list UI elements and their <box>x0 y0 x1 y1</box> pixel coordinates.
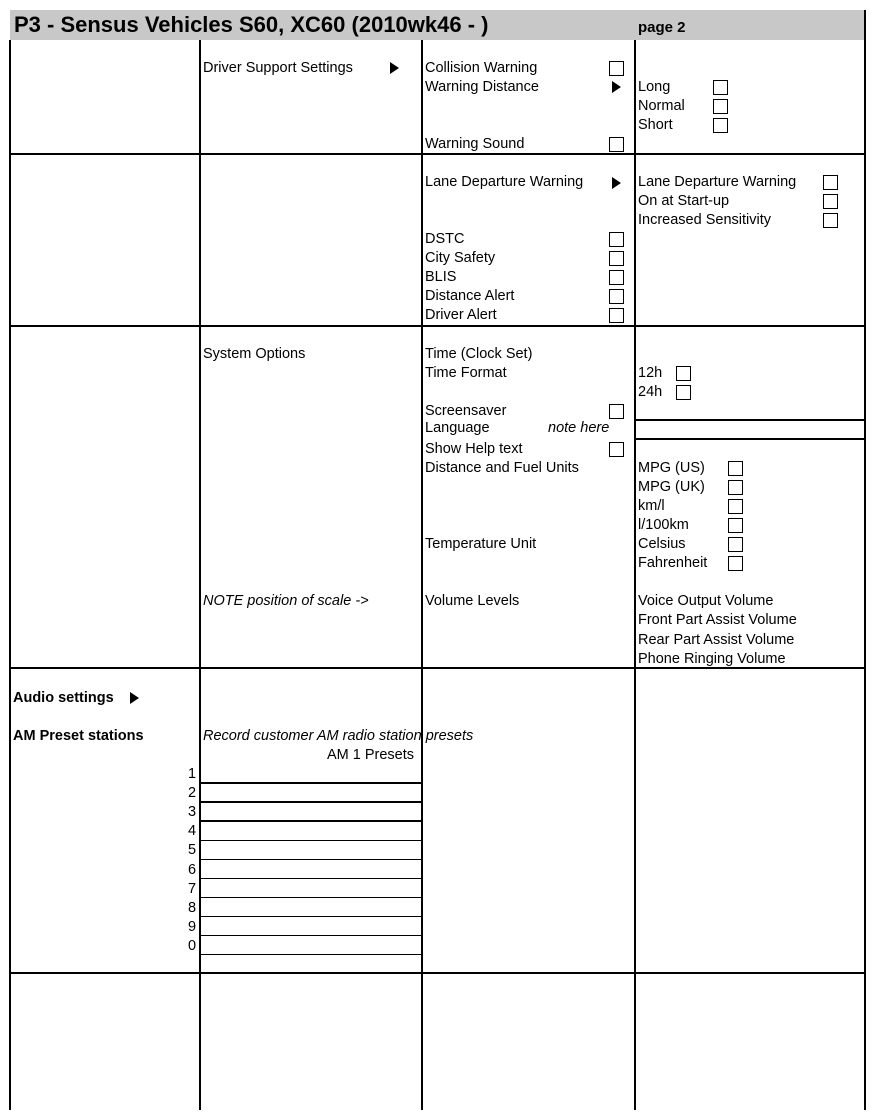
volume-levels-label: Volume Levels <box>425 593 520 609</box>
record-note: Record customer AM radio station presets <box>203 728 474 744</box>
language-label: Language <box>425 420 490 436</box>
distance-normal-checkbox[interactable] <box>713 99 728 114</box>
unit-option-label: km/l <box>638 498 665 514</box>
distance-fuel-label: Distance and Fuel Units <box>425 460 579 476</box>
volume-item-label: Front Part Assist Volume <box>638 612 797 628</box>
am-presets-label: AM 1 Presets <box>327 747 415 763</box>
time-clock-label: Time (Clock Set) <box>425 346 533 362</box>
time-24h-checkbox[interactable] <box>676 385 691 400</box>
driver-alert-checkbox[interactable] <box>609 308 624 323</box>
grid-line <box>199 40 201 1110</box>
time-format-label: Time Format <box>425 365 507 381</box>
grid-line <box>634 40 636 1110</box>
blis-label: BLIS <box>425 269 457 285</box>
audio-settings-label: Audio settings <box>13 690 114 706</box>
unit-option-label: MPG (US) <box>638 460 705 476</box>
preset-number: 8 <box>188 900 197 916</box>
mpg-uk-checkbox[interactable] <box>728 480 743 495</box>
preset-entry-line[interactable] <box>199 859 423 860</box>
arrow-right-icon <box>390 62 399 74</box>
grid-line <box>634 419 866 421</box>
unit-option-label: Fahrenheit <box>638 555 708 571</box>
collision-warning-label: Collision Warning <box>425 60 538 76</box>
time-option-label: 12h <box>638 365 663 381</box>
preset-number: 5 <box>188 842 197 858</box>
unit-option-label: l/100km <box>638 517 689 533</box>
preset-number: 4 <box>188 823 197 839</box>
preset-number: 7 <box>188 881 197 897</box>
blis-checkbox[interactable] <box>609 270 624 285</box>
am-preset-label: AM Preset stations <box>13 728 144 744</box>
preset-entry-line[interactable] <box>199 878 423 879</box>
unit-option-label: Celsius <box>638 536 686 552</box>
distance-alert-label: Distance Alert <box>425 288 515 304</box>
grid-line <box>634 438 866 440</box>
preset-entry-line[interactable] <box>199 782 423 784</box>
lane-option-label: On at Start-up <box>638 193 730 209</box>
distance-option-label: Normal <box>638 98 685 114</box>
warning-sound-label: Warning Sound <box>425 136 525 152</box>
temperature-label: Temperature Unit <box>425 536 537 552</box>
warning-sound-checkbox[interactable] <box>609 137 624 152</box>
grid-line <box>9 972 866 974</box>
preset-number: 6 <box>188 862 197 878</box>
warning-distance-label: Warning Distance <box>425 79 539 95</box>
lane-departure-label: Lane Departure Warning <box>425 174 584 190</box>
l-100km-checkbox[interactable] <box>728 518 743 533</box>
city-safety-label: City Safety <box>425 250 496 266</box>
grid-line <box>421 40 423 1110</box>
screensaver-label: Screensaver <box>425 403 507 419</box>
distance-short-checkbox[interactable] <box>713 118 728 133</box>
lane-departure-checkbox[interactable] <box>823 175 838 190</box>
preset-number: 9 <box>188 919 197 935</box>
preset-number: 1 <box>188 766 197 782</box>
arrow-right-icon <box>612 177 621 189</box>
driver-alert-label: Driver Alert <box>425 307 497 323</box>
page-title: P3 - Sensus Vehicles S60, XC60 (2010wk46 - ) <box>14 12 489 37</box>
volume-item-label: Phone Ringing Volume <box>638 651 786 667</box>
collision-warning-checkbox[interactable] <box>609 61 624 76</box>
km-l-checkbox[interactable] <box>728 499 743 514</box>
dstc-checkbox[interactable] <box>609 232 624 247</box>
time-option-label: 24h <box>638 384 663 400</box>
system-options-label: System Options <box>203 346 306 362</box>
city-safety-checkbox[interactable] <box>609 251 624 266</box>
driver-support-label: Driver Support Settings <box>203 60 353 76</box>
lane-option-label: Increased Sensitivity <box>638 212 771 228</box>
screensaver-checkbox[interactable] <box>609 404 624 419</box>
grid-line <box>9 667 866 669</box>
mpg-us-checkbox[interactable] <box>728 461 743 476</box>
distance-long-checkbox[interactable] <box>713 80 728 95</box>
dstc-label: DSTC <box>425 231 465 247</box>
increased-sensitivity-checkbox[interactable] <box>823 213 838 228</box>
fahrenheit-checkbox[interactable] <box>728 556 743 571</box>
preset-number: 3 <box>188 804 197 820</box>
unit-option-label: MPG (UK) <box>638 479 705 495</box>
arrow-right-icon <box>612 81 621 93</box>
preset-entry-line[interactable] <box>199 935 423 936</box>
preset-number: 2 <box>188 785 197 801</box>
page-number: page 2 <box>638 19 686 36</box>
grid-line <box>9 153 866 155</box>
volume-item-label: Voice Output Volume <box>638 593 774 609</box>
arrow-right-icon <box>130 692 139 704</box>
preset-entry-line[interactable] <box>199 840 423 841</box>
show-help-label: Show Help text <box>425 441 523 457</box>
celsius-checkbox[interactable] <box>728 537 743 552</box>
distance-alert-checkbox[interactable] <box>609 289 624 304</box>
show-help-checkbox[interactable] <box>609 442 624 457</box>
grid-line <box>864 10 866 1110</box>
preset-entry-line[interactable] <box>199 954 423 955</box>
time-12h-checkbox[interactable] <box>676 366 691 381</box>
preset-entry-line[interactable] <box>199 916 423 917</box>
preset-number: 0 <box>188 938 197 954</box>
grid-line <box>9 40 11 1110</box>
on-startup-checkbox[interactable] <box>823 194 838 209</box>
preset-entry-line[interactable] <box>199 897 423 898</box>
distance-option-label: Short <box>638 117 673 133</box>
preset-entry-line[interactable] <box>199 820 423 822</box>
scale-note: NOTE position of scale -> <box>203 593 369 609</box>
distance-option-label: Long <box>638 79 671 95</box>
lane-option-label: Lane Departure Warning <box>638 174 797 190</box>
grid-line <box>9 325 866 327</box>
volume-item-label: Rear Part Assist Volume <box>638 632 795 648</box>
preset-entry-line[interactable] <box>199 801 423 803</box>
language-note: note here <box>548 420 610 436</box>
